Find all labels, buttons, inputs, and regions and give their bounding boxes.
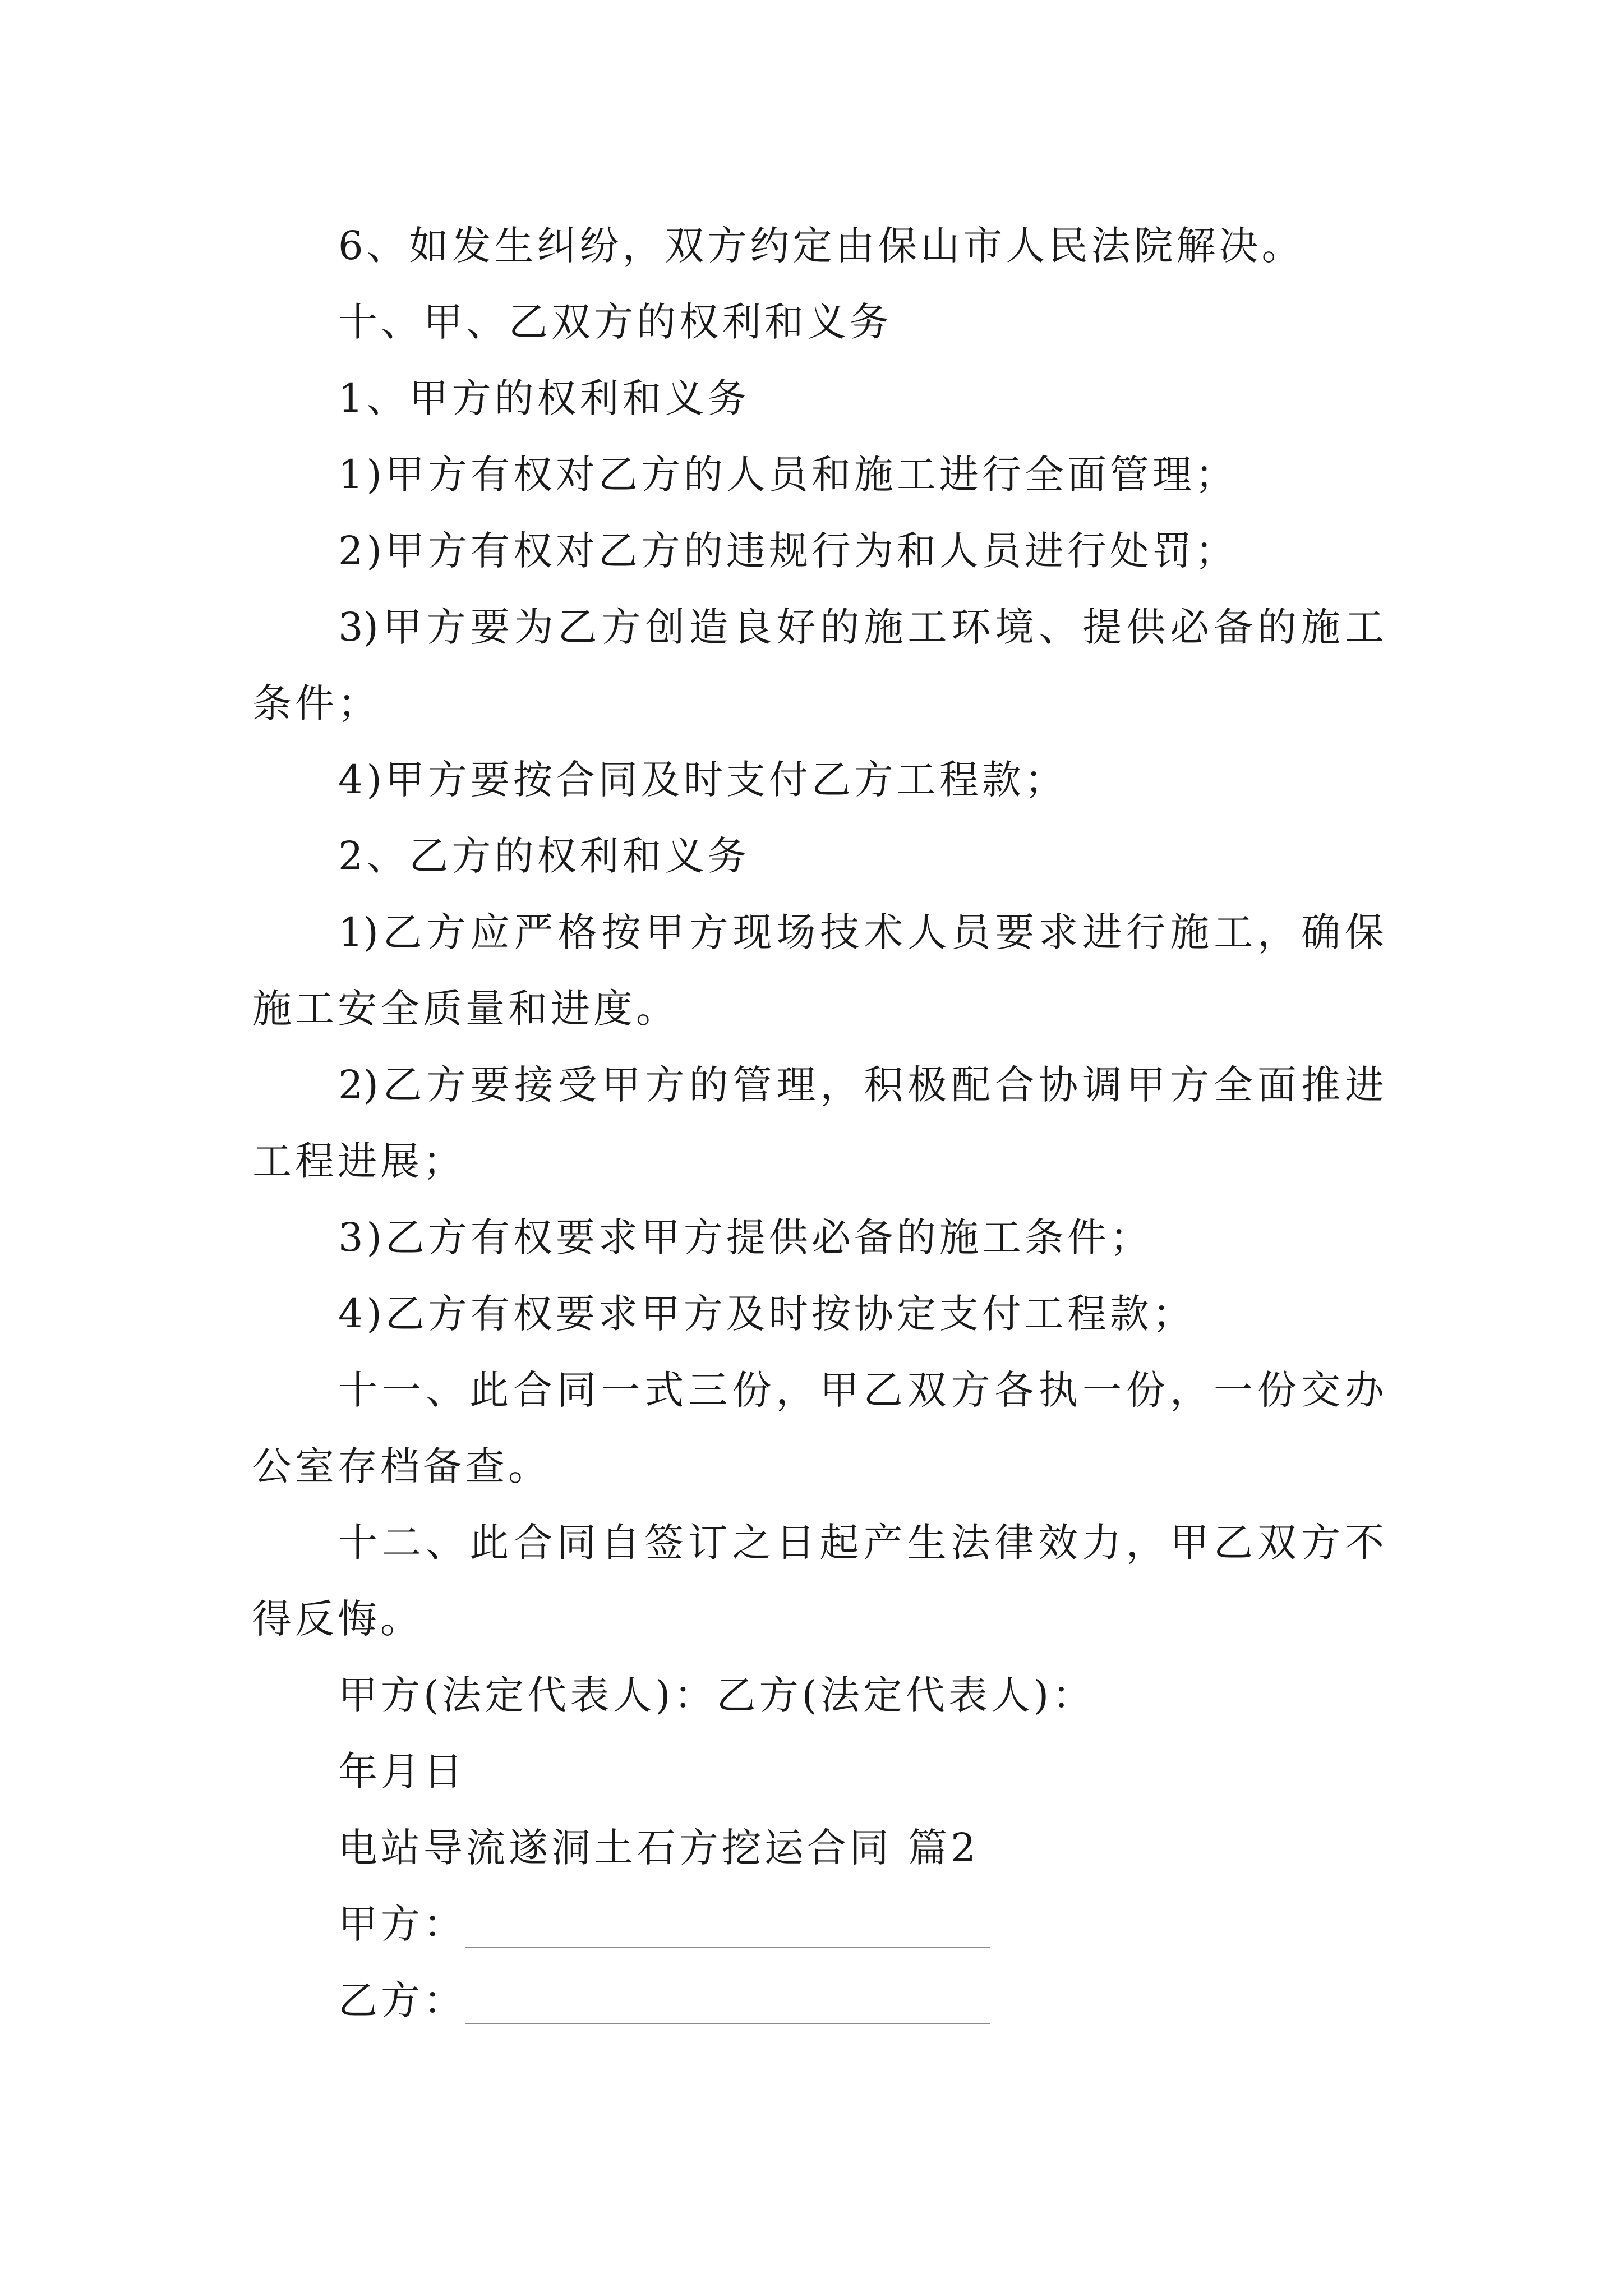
party-b-right-4: 4)乙方有权要求甲方及时按协定支付工程款； bbox=[338, 1291, 1195, 1337]
party-a-rights-heading: 1、甲方的权利和义务 bbox=[338, 375, 750, 421]
party-b-field bbox=[338, 1975, 466, 2026]
clause-6-dispute: 6、如发生纠纷，双方约定由保山市人民法院解决。 bbox=[338, 223, 1304, 269]
party-b-label: 乙方： bbox=[338, 1977, 466, 2023]
party-a-field bbox=[338, 1899, 466, 1949]
party-a-right-1: 1)甲方有权对乙方的人员和施工进行全面管理； bbox=[338, 452, 1238, 498]
party-a-label: 甲方： bbox=[338, 1901, 466, 1947]
section-12-line-2: 得反悔。 bbox=[252, 1596, 423, 1642]
section-11-line-2: 公室存档备查。 bbox=[252, 1443, 551, 1489]
section-12-line-1: 十二、此合同自签订之日起产生法律效力，甲乙双方不 bbox=[338, 1520, 1384, 1566]
section-11-line-1: 十一、此合同一式三份，甲乙双方各执一份，一份交办 bbox=[338, 1367, 1384, 1413]
party-b-right-1-line-2: 施工安全质量和进度。 bbox=[252, 986, 679, 1032]
party-b-rights-heading: 2、乙方的权利和义务 bbox=[338, 833, 750, 879]
party-a-right-2: 2)甲方有权对乙方的违规行为和人员进行处罚； bbox=[338, 528, 1238, 574]
signature-date: 年月日 bbox=[338, 1749, 466, 1795]
section-10-heading: 十、甲、乙双方的权利和义务 bbox=[338, 299, 892, 345]
party-b-right-1-line-1: 1)乙方应严格按甲方现场技术人员要求进行施工，确保 bbox=[338, 909, 1384, 955]
party-a-right-3-line-2: 条件； bbox=[252, 680, 380, 726]
signature-representatives: 甲方(法定代表人)：乙方(法定代表人)： bbox=[338, 1672, 1095, 1718]
party-b-right-2-line-2: 工程进展； bbox=[252, 1138, 465, 1184]
party-b-right-3: 3)乙方有权要求甲方提供必备的施工条件； bbox=[338, 1214, 1152, 1260]
contract-2-title: 电站导流遂洞土石方挖运合同 篇2 bbox=[338, 1825, 979, 1871]
party-a-right-4: 4)甲方要按合同及时支付乙方工程款； bbox=[338, 757, 1067, 803]
party-b-blank-line bbox=[465, 2023, 990, 2024]
party-b-right-2-line-1: 2)乙方要接受甲方的管理，积极配合协调甲方全面推进 bbox=[338, 1062, 1384, 1108]
party-a-right-3-line-1: 3)甲方要为乙方创造良好的施工环境、提供必备的施工 bbox=[338, 604, 1384, 650]
party-a-blank-line bbox=[465, 1947, 990, 1948]
